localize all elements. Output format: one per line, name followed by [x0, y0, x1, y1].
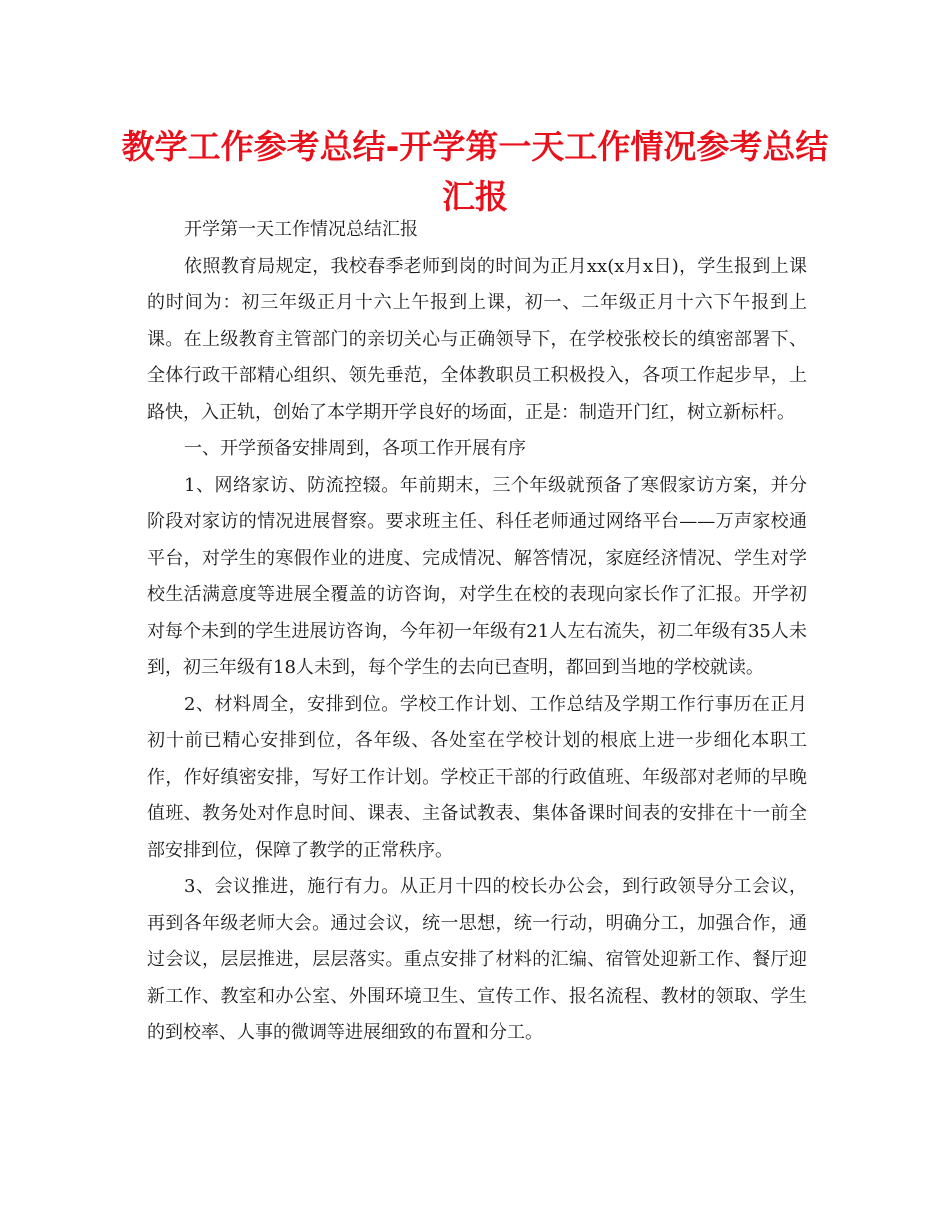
subtitle-paragraph: 开学第一天工作情况总结汇报 — [184, 219, 418, 240]
document-title: 教学工作参考总结-开学第一天工作情况参考总结汇报 — [121, 127, 829, 216]
item-2-paragraph: 2、材料周全，安排到位。学校工作计划、工作总结及学期工作行事历在正月初十前已精心安排到位，各年级、各处室在学校计划的根底上进一步细化本职工作，作好缜密安排，写好工作计划。学校正干部的行政值班、年级部对老师的早晚值班、教务处对作息时间、课表、主备试教表、集体备课时间表的安排在十一前全部安排到位，保障了教学的正常秩序。 — [147, 693, 807, 861]
item-1-paragraph: 1、网络家访、防流控辍。年前期末，三个年级就预备了寒假家访方案，并分阶段对家访的情况进展督察。要求班主任、科任老师通过网络平台——万声家校通平台，对学生的寒假作业的进度、完成情况、解答情况，家庭经济情况、学生对学校生活满意度等进展全覆盖的访咨询，对学生在校的表现向家长作了汇报。开学初对每个未到的学生进展访咨询，今年初一年级有21人左右流失，初二年级有35人未到，初三年级有18人未到，每个学生的去向已查明，都回到当地的学校就读。 — [147, 474, 807, 678]
section-heading: 一、开学预备安排周到，各项工作开展有序 — [184, 438, 526, 459]
intro-paragraph: 依照教育局规定，我校春季老师到岗的时间为正月xx(x月x日)，学生报到上课的时间为：初三年级正月十六上午报到上课，初一、二年级正月十六下午报到上课。在上级教育主管部门的亲切关心与正确领导下，在学校张校长的缜密部署下、全体行政干部精心组织、领先垂范，全体教职员工积极投入，各项工作起步早，上路快，入正轨，创始了本学期开学良好的场面，正是：制造开门红，树立新标杆。 — [147, 255, 807, 423]
document-body — [147, 212, 807, 1052]
item-3-paragraph: 3、会议推进，施行有力。从正月十四的校长办公会，到行政领导分工会议，再到各年级老师大会。通过会议，统一思想，统一行动，明确分工，加强合作，通过会议，层层推进，层层落实。重点安排了材料的汇编、宿管处迎新工作、餐厅迎新工作、教室和办公室、外围环境卫生、宣传工作、报名流程、教材的领取、学生的到校率、人事的微调等进展细致的布置和分工。 — [147, 876, 807, 1043]
